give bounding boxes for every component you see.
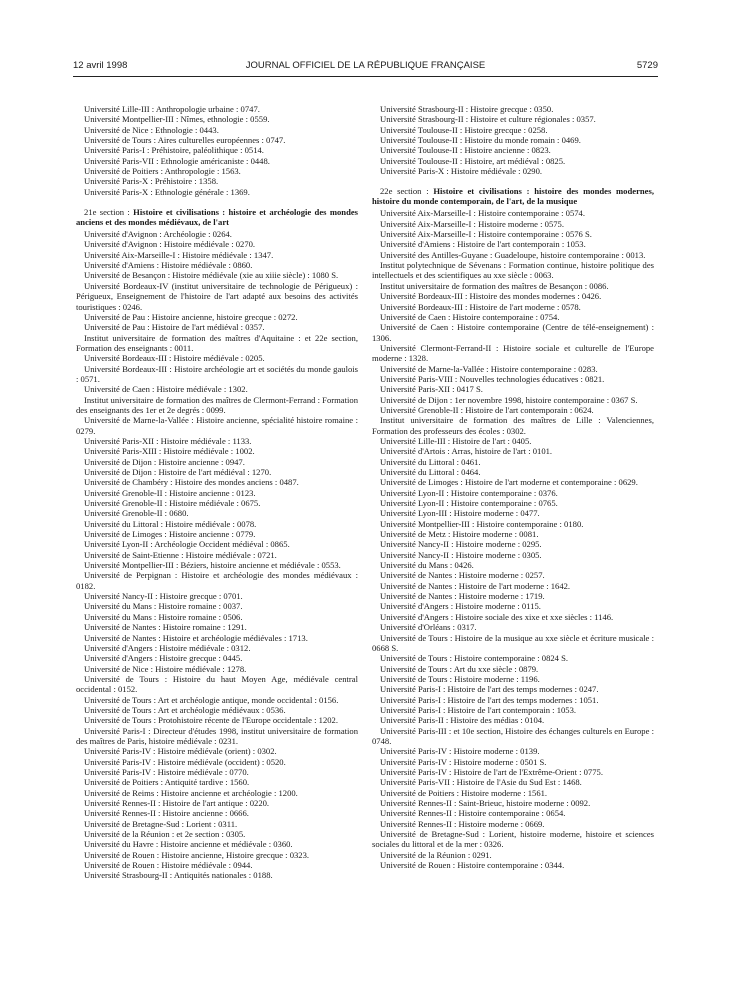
list-item: Université du Mans : 0426.: [380, 560, 474, 571]
list-item: Université de Tours : Art et archéologie antique, monde occidental : 0156.: [84, 694, 339, 705]
list-item: Université d'Amiens : Histoire de l'art contemporain : 1053.: [380, 239, 586, 250]
list-item: Institut universitaire de formation des maîtres de Clermont-Ferrand : Formation des enseignants des 1er et 2e degrés : 0099.: [76, 394, 358, 415]
list-item: Université Paris-X : Histoire médiévale : 0290.: [380, 166, 543, 177]
list-item: Université de Nantes : Histoire de l'art moderne : 1642.: [380, 580, 571, 591]
list-item: Université Paris-XII : Histoire médiévale : 1133.: [84, 435, 252, 446]
list-item: Université Grenoble-II : 0680.: [84, 508, 189, 519]
list-item: Université de Poitiers : Anthropologie : 1563.: [84, 166, 241, 177]
list-item: Université de Metz : Histoire moderne : 0081.: [380, 529, 539, 540]
list-item: Université Lyon-II : Archéologie Occident médiéval : 0865.: [84, 539, 290, 550]
list-item: Université du Littoral : 0464.: [380, 467, 481, 477]
list-item: Université d'Amiens : Histoire médiévale : 0860.: [84, 260, 253, 271]
list-item: Université Aix-Marseille-I : Histoire contemporaine : 0574.: [380, 208, 586, 219]
list-item: Université de Tours : Histoire moderne : 1196.: [380, 673, 540, 684]
list-item: Université Rennes-II : Histoire ancienne : 0666.: [84, 808, 249, 819]
list-item: Université Aix-Marseille-I : Histoire moderne : 0575.: [380, 218, 565, 229]
right-column: [372, 104, 654, 870]
section-title: Histoire et civilisations : histoire et archéologie des mondes anciens et des mondes médiévaux, de l'art: [76, 207, 359, 228]
list-item: Institut universitaire de formation des maîtres de Besançon : 0086.: [380, 280, 609, 291]
list-item: Université Paris-I : Préhistoire, paléolithique : 0514.: [84, 145, 264, 156]
list-item: Université Paris-VII : Histoire de l'Asie du Sud Est : 1468.: [380, 777, 582, 788]
list-item: Université Paris-II : Histoire des médias : 0104.: [380, 715, 545, 726]
list-item: Université d'Artois : Arras, histoire de l'art : 0101.: [380, 446, 553, 457]
list-item: Université Rennes-II : Histoire moderne : 0669.: [380, 818, 545, 829]
list-item: Université de Tours : Art et archéologie médiévaux : 0536.: [84, 704, 286, 715]
list-item: Université Rennes-II : Saint-Brieuc, histoire moderne : 0092.: [380, 798, 591, 808]
list-item: Université Strasbourg-II : Histoire grecque : 0350.: [380, 104, 554, 114]
list-item: Université de Rouen : Histoire médiévale : 0944.: [84, 860, 253, 871]
list-item: Université Paris-IV : Histoire moderne : 0139.: [380, 746, 540, 757]
list-item: Université Paris-X : Ethnologie générale : 1369.: [84, 186, 250, 197]
list-item: Université Toulouse-II : Histoire grecque : 0258.: [380, 124, 548, 135]
list-item: Université Toulouse-II : Histoire du monde romain : 0469.: [380, 135, 581, 146]
list-item: Institut polytechnique de Sévenans : Formation continue, histoire politique des intellectuels et des scientifiques au xxe siècle : 0063.: [372, 260, 654, 281]
list-item: Université Rennes-II : Histoire de l'art antique : 0220.: [84, 798, 270, 808]
section-number: 21e section :: [84, 207, 134, 218]
list-item: Université Grenoble-II : Histoire médiévale : 0675.: [84, 498, 261, 509]
list-item: Université Lyon-II : Histoire contemporaine : 0376.: [380, 487, 558, 498]
list-item: Université Montpellier-III : Nîmes, ethnologie : 0559.: [84, 114, 270, 125]
list-item: Université Bordeaux-III : Histoire médiévale : 0205.: [84, 353, 265, 364]
list-item: Université Bordeaux-III : Histoire des mondes modernes : 0426.: [380, 291, 602, 302]
list-item: Université de la Réunion : et 2e section : 0305.: [84, 829, 246, 840]
list-item: Université Paris-I : Histoire de l'art des temps modernes : 0247.: [380, 684, 599, 695]
list-item: Université de Bretagne-Sud : Lorient, histoire moderne, histoire et sciences sociales du littoral et de la mer : 0326.: [372, 829, 654, 850]
list-item: Université Nancy-II : Histoire grecque : 0701.: [84, 591, 243, 602]
list-item: Université Lille-III : Histoire de l'art : 0405.: [380, 435, 532, 446]
list-item: Université Paris-VIII : Nouvelles technologies éducatives : 0821.: [380, 373, 605, 384]
list-item: Université d'Angers : Histoire moderne : 0115.: [380, 601, 541, 612]
list-item: Université de Reims : Histoire ancienne et archéologie : 1200.: [84, 787, 298, 798]
section-number: 22e section :: [380, 186, 434, 197]
list-item: Université Strasbourg-II : Histoire et culture régionales : 0357.: [380, 114, 596, 125]
list-item: Université Paris-IV : Histoire moderne : 0501 S.: [380, 756, 547, 767]
list-item: Université Grenoble-II : Histoire de l'art contemporain : 0624.: [380, 404, 594, 415]
list-item: Université de Limoges : Histoire de l'art moderne et contemporaine : 0629.: [380, 477, 638, 488]
list-item: Université de Caen : Histoire contemporaine : 0754.: [380, 311, 560, 322]
list-item: Université de Dijon : Histoire de l'art médiéval : 1270.: [84, 467, 272, 477]
list-item: Université de Limoges : Histoire ancienne : 0779.: [84, 529, 256, 540]
list-item: Université Paris-IV : Histoire médiévale (orient) : 0302.: [84, 746, 277, 757]
page-header: [73, 60, 658, 74]
list-item: Université Montpellier-III : Histoire contemporaine : 0180.: [380, 518, 584, 529]
list-item: Université de Marne-la-Vallée : Histoire contemporaine : 0283.: [380, 363, 598, 374]
list-item: Université de Marne-la-Vallée : Histoire ancienne, spécialité histoire romaine : 0279.: [76, 415, 358, 436]
list-item: Université Bordeaux-IV (institut universitaire de technologie de Périgueux) : Périgueux, Enseignement de l'histoire de l'art adapté aux besoins des activités touristiques : 0246.: [76, 280, 358, 312]
list-item: Université Paris-IV : Histoire de l'art de l'Extrême-Orient : 0775.: [380, 766, 603, 777]
list-item: Université du Havre : Histoire ancienne et médiévale : 0360.: [84, 839, 293, 850]
list-item: Université de Tours : Histoire contemporaine : 0824 S.: [380, 653, 569, 664]
list-item: Université de Pau : Histoire de l'art médiéval : 0357.: [84, 322, 265, 333]
list-item: Université de Dijon : 1er novembre 1998, histoire contemporaine : 0367 S.: [380, 394, 638, 405]
list-item: Université Nancy-II : Histoire moderne : 0295.: [380, 539, 542, 550]
list-item: Université Nancy-II : Histoire moderne : 0305.: [380, 549, 542, 560]
list-item: Université de Rouen : Histoire ancienne, Histoire grecque : 0323.: [84, 849, 310, 860]
list-item: Université Lyon-II : Histoire contemporaine : 0765.: [380, 498, 558, 509]
list-item: Université de Tours : Histoire de la musique au xxe siècle et écriture musicale : 0668 S.: [372, 632, 654, 653]
list-item: Université de Perpignan : Histoire et archéologie des mondes médiévaux : 0182.: [76, 570, 358, 591]
list-item: Université du Littoral : 0461.: [380, 456, 481, 467]
header-title: JOURNAL OFFICIEL DE LA RÉPUBLIQUE FRANÇAISE: [245, 60, 486, 71]
list-item: Université de Tours : Aires culturelles européennes : 0747.: [84, 135, 286, 146]
list-item: Université Paris-I : Histoire de l'art des temps modernes : 1051.: [380, 694, 599, 705]
header-page-number: 5729: [636, 60, 658, 71]
list-item: Université Toulouse-II : Histoire ancienne : 0823.: [380, 145, 551, 156]
list-item: Université du Mans : Histoire romaine : 0037.: [84, 601, 243, 612]
list-item: Université Bordeaux-III : Histoire archéologie art et sociétés du monde gaulois : 0571.: [76, 363, 358, 384]
list-item: Université Paris-III : et 10e section, Histoire des échanges culturels en Europe : 0748.: [372, 725, 654, 746]
list-item: Université de Nantes : Histoire romaine : 1291.: [84, 622, 247, 633]
list-item: Université Clermont-Ferrand-II : Histoire sociale et culturelle de l'Europe moderne : 1328.: [372, 342, 654, 364]
list-item: Université d'Orléans : 0317.: [380, 622, 477, 633]
list-item: Université de Saint-Etienne : Histoire médiévale : 0721.: [84, 549, 277, 560]
list-item: Université de Poitiers : Antiquité tardive : 1560.: [84, 777, 250, 788]
list-item: Université de Chambéry : Histoire des mondes anciens : 0487.: [84, 477, 299, 488]
list-item: Université d'Angers : Histoire grecque : 0445.: [84, 653, 243, 664]
list-item: Université Bordeaux-III : Histoire de l'art moderne : 0578.: [380, 301, 581, 312]
list-item: Université Paris-X : Préhistoire : 1358.: [84, 176, 219, 187]
list-item: Université de Tours : Art du xxe siècle : 0879.: [380, 663, 539, 674]
header-rule: [73, 76, 658, 77]
list-item: Université de Nantes : Histoire et archéologie médiévales : 1713.: [84, 632, 308, 643]
list-item: Université de Rouen : Histoire contemporaine : 0344.: [380, 860, 565, 871]
list-item: Université de Tours : Histoire du haut Moyen Age, médiévale central occidental : 0152.: [76, 673, 358, 695]
list-item: Université de Poitiers : Histoire moderne : 1561.: [380, 787, 548, 798]
left-column: [76, 104, 358, 881]
list-item: Université Lyon-III : Histoire moderne : 0477.: [380, 508, 540, 519]
list-item: Université d'Avignon : Archéologie : 0264.: [84, 229, 232, 240]
list-item: Université de Dijon : Histoire ancienne : 0947.: [84, 456, 245, 467]
list-item: Université Paris-I : Directeur d'études 1998, institut universitaire de formation des maîtres de Paris, histoire médiévale : 0231.: [76, 725, 358, 746]
list-item: Université des Antilles-Guyane : Guadeloupe, histoire contemporaine : 0013.: [380, 249, 646, 260]
list-item: Université Lille-III : Anthropologie urbaine : 0747.: [84, 104, 260, 114]
list-item: Université Paris-IV : Histoire médiévale : 0770.: [84, 766, 249, 777]
list-item: Université du Littoral : Histoire médiévale : 0078.: [84, 518, 257, 529]
list-item: Université du Mans : Histoire romaine : 0506.: [84, 611, 243, 622]
list-item: Université de Bretagne-Sud : Lorient : 0311.: [84, 818, 238, 829]
list-item: Université Toulouse-II : Histoire, art médiéval : 0825.: [380, 155, 566, 166]
list-item: Université de Caen : Histoire médiévale : 1302.: [84, 384, 248, 395]
list-item: Université Paris-VII : Ethnologie américaniste : 0448.: [84, 155, 270, 166]
section-title: Histoire et civilisations : histoire des mondes modernes, histoire du monde contemporain, de l'art, de la musique: [372, 186, 654, 207]
list-item: Université Paris-XIII : Histoire médiévale : 1002.: [84, 446, 255, 457]
list-item: Université Grenoble-II : Histoire ancienne : 0123.: [84, 487, 256, 498]
list-item: Université d'Avignon : Histoire médiévale : 0270.: [84, 239, 256, 250]
list-item: Université Strasbourg-II : Antiquités nationales : 0188.: [84, 870, 273, 881]
list-item: Université de Caen : Histoire contemporaine (Centre de télé-enseignement) : 1306.: [372, 322, 654, 343]
list-item: Université de la Réunion : 0291.: [380, 849, 492, 860]
list-item: Université d'Angers : Histoire sociale des xixe et xxe siècles : 1146.: [380, 611, 614, 622]
list-item: Université de Nice : Ethnologie : 0443.: [84, 124, 219, 135]
list-item: Institut universitaire de formation des maîtres d'Aquitaine : et 22e section, Formation des enseignants : 0011.: [76, 332, 358, 353]
list-item: Université de Besançon : Histoire médiévale (xie au xiiie siècle) : 1080 S.: [84, 270, 339, 281]
list-item: Université de Nantes : Histoire moderne : 1719.: [380, 591, 545, 602]
list-item: Université Aix-Marseille-I : Histoire contemporaine : 0576 S.: [380, 229, 592, 240]
list-item: Université Paris-I : Histoire de l'art contemporain : 1053.: [380, 704, 577, 715]
list-item: Université Montpellier-III : Béziers, histoire ancienne et médiévale : 0553.: [84, 560, 341, 571]
list-item: Université Rennes-II : Histoire contemporaine : 0654.: [380, 808, 566, 819]
section-heading: [372, 186, 654, 206]
list-item: Université Paris-IV : Histoire médiévale (occident) : 0520.: [84, 756, 286, 767]
list-item: Université de Pau : Histoire ancienne, histoire grecque : 0272.: [84, 311, 298, 322]
list-item: Université Paris-XII : 0417 S.: [380, 384, 483, 395]
list-item: Université de Nice : Histoire médiévale : 1278.: [84, 663, 247, 674]
list-item: Institut universitaire de formation des maîtres de Lille : Valenciennes, Formation des professeurs des écoles : 0302.: [372, 415, 654, 436]
header-date: 12 avril 1998: [73, 60, 128, 71]
list-item: Université d'Angers : Histoire médiévale : 0312.: [84, 642, 251, 653]
section-heading: [76, 207, 358, 227]
list-item: Université de Tours : Protohistoire récente de l'Europe occidentale : 1202.: [84, 715, 338, 726]
list-item: Université Aix-Marseille-I : Histoire médiévale : 1347.: [84, 249, 274, 260]
list-item: Université de Nantes : Histoire moderne : 0257.: [380, 570, 545, 581]
